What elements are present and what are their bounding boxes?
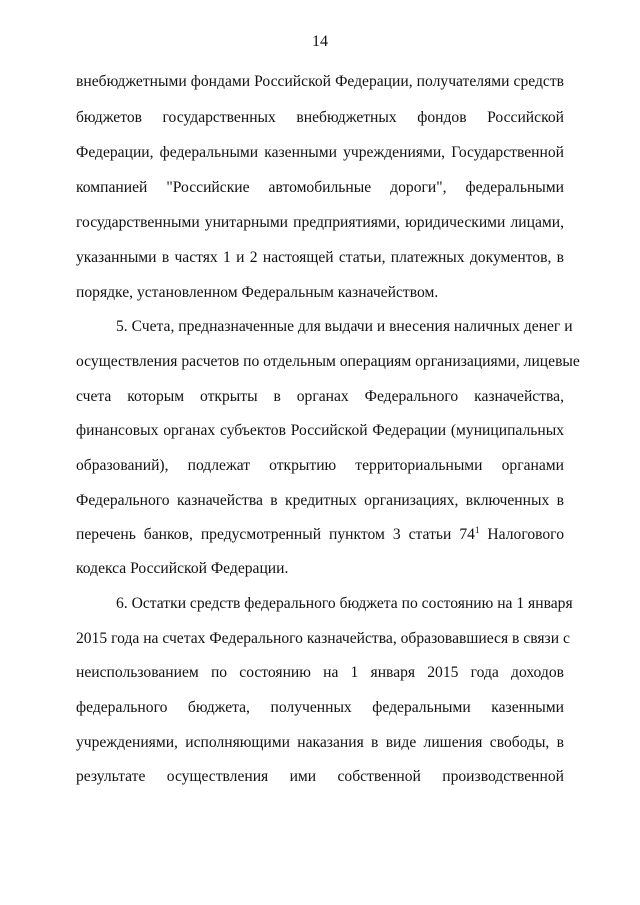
text-segment: Налогового [479, 526, 564, 543]
text-line: результате осуществления ими собственной производственной [76, 768, 564, 785]
text-line: образований), подлежат открытию территориальными органами [76, 457, 564, 474]
text-line: неиспользованием по состоянию на 1 января 2015 года доходов [76, 664, 564, 681]
page-number: 14 [312, 33, 328, 50]
text-line: внебюджетными фондами Российской Федерации, получателями средств [76, 73, 564, 90]
text-line-with-superscript [76, 525, 564, 545]
text-line: порядке, установленном Федеральным казначейством. [76, 284, 439, 301]
text-line: финансовых органах субъектов Российской Федерации (муниципальных [76, 422, 564, 439]
text-line: осуществления расчетов по отдельным операциям организациями, лицевые [76, 353, 580, 370]
text-line: указанными в частях 1 и 2 настоящей статьи, платежных документов, в [76, 249, 564, 266]
paragraph-first-line: 6. Остатки средств федерального бюджета по состоянию на 1 января [116, 595, 573, 612]
text-segment: перечень банков, предусмотренный пунктом 3 статьи 74 [76, 526, 475, 543]
text-line: государственными унитарными предприятиями, юридическими лицами, [76, 214, 564, 231]
text-line: 2015 года на счетах Федерального казначейства, образовавшиеся в связи с [76, 630, 570, 647]
text-line: Федерации, федеральными казенными учреждениями, Государственной [76, 144, 564, 161]
text-line: компанией "Российские автомобильные дороги", федеральными [76, 179, 564, 196]
text-line: федерального бюджета, полученных федеральными казенными [76, 699, 564, 716]
superscript: 1 [474, 525, 480, 535]
text-line: учреждениями, исполняющими наказания в виде лишения свободы, в [76, 734, 564, 751]
text-line: бюджетов государственных внебюджетных фондов Российской [76, 109, 564, 126]
text-line: счета которым открыты в органах Федерального казначейства, [76, 388, 564, 405]
paragraph-first-line: 5. Счета, предназначенные для выдачи и внесения наличных денег и [116, 318, 573, 335]
text-line: кодекса Российской Федерации. [76, 560, 289, 577]
text-line: Федерального казначейства в кредитных организациях, включенных в [76, 492, 564, 509]
